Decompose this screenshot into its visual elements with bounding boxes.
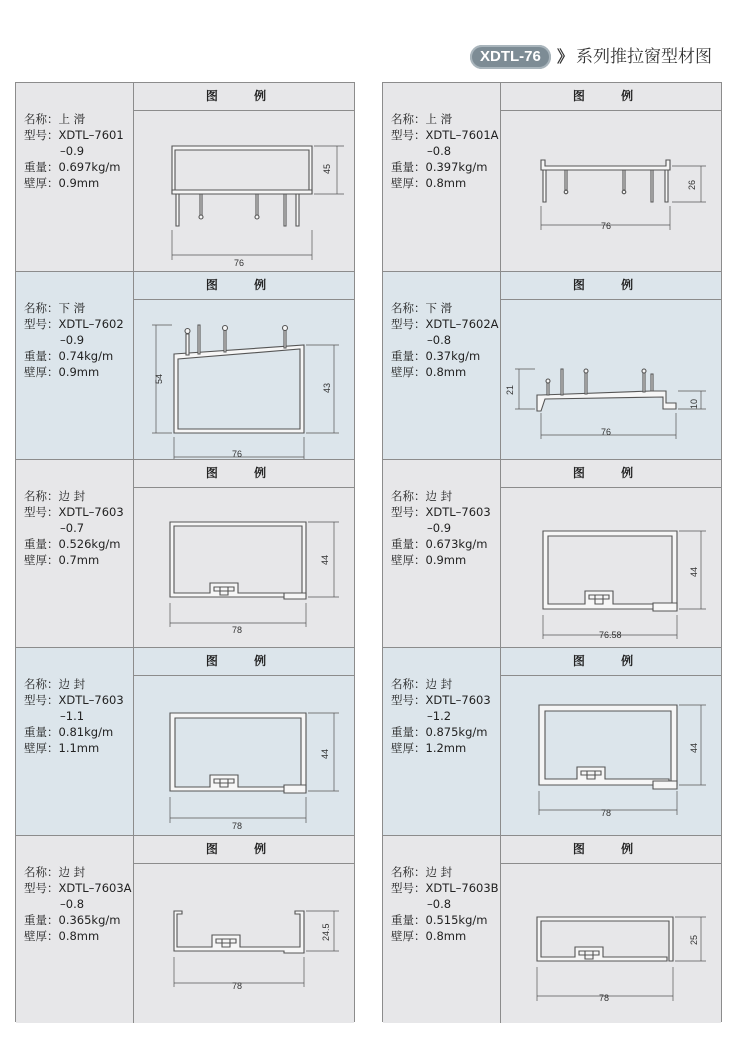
profile-weight: 0.875kg/m: [425, 725, 488, 739]
name-label: 名称：: [391, 865, 426, 879]
dim-width: 78: [601, 808, 612, 818]
weight-label: 重量：: [391, 537, 426, 551]
weight-label: 重量：: [24, 349, 59, 363]
dim-width: 76: [601, 427, 612, 437]
profile-weight: 0.365kg/m: [58, 913, 121, 927]
dim-width: 76: [601, 221, 612, 231]
profile-drawing: [134, 863, 354, 1023]
profile-row: [383, 83, 721, 271]
wall-label: 壁厚：: [391, 929, 426, 943]
profile-name: 边 封: [425, 677, 453, 691]
legend-header: 图 例: [134, 648, 354, 676]
profile-weight: 0.397kg/m: [425, 160, 488, 174]
profile-row: [383, 835, 721, 1023]
left-profile-panel: [15, 82, 355, 1022]
series-badge: XDTL-76: [470, 45, 551, 69]
model-label: 型号：: [391, 128, 426, 142]
dim-height: 24.5: [321, 923, 331, 941]
legend-header: 图 例: [501, 83, 721, 111]
model-label: 型号：: [24, 881, 59, 895]
profile-drawing: [134, 675, 354, 835]
legend-header: 图 例: [134, 272, 354, 300]
profile-section: [537, 917, 673, 961]
wall-label: 壁厚：: [391, 553, 426, 567]
wall-label: 壁厚：: [24, 553, 59, 567]
name-label: 名称：: [391, 677, 426, 691]
profile-wall: 0.8mm: [425, 176, 467, 190]
dim-height: 43: [322, 382, 332, 393]
legend-header: 图 例: [134, 836, 354, 864]
profile-name: 上 滑: [425, 112, 453, 126]
profile-section: [541, 160, 670, 170]
legend-header: 图 例: [501, 648, 721, 676]
model-label: 型号：: [24, 693, 59, 707]
profile-section: [539, 705, 677, 785]
profile-model: XDTL–7601A: [425, 128, 499, 142]
profile-model-suffix: –0.7: [60, 521, 85, 535]
profile-section: [537, 391, 676, 411]
dim-width: 78: [232, 821, 243, 831]
dim-width: 78: [232, 625, 243, 635]
dim-height: 44: [689, 742, 699, 753]
profile-drawing: [134, 110, 354, 271]
profile-wall: 0.9mm: [425, 553, 467, 567]
profile-wall: 1.1mm: [58, 741, 100, 755]
profile-row: [383, 271, 721, 459]
profile-weight: 0.81kg/m: [58, 725, 114, 739]
wall-label: 壁厚：: [391, 365, 426, 379]
wall-label: 壁厚：: [391, 741, 426, 755]
profile-weight: 0.515kg/m: [425, 913, 488, 927]
profile-model: XDTL–7602A: [425, 317, 499, 331]
weight-label: 重量：: [24, 537, 59, 551]
wall-label: 壁厚：: [24, 365, 59, 379]
spec-block: [16, 836, 134, 1023]
profile-model-suffix: –1.2: [427, 709, 452, 723]
profile-section: [172, 146, 312, 194]
profile-model-suffix: –0.8: [427, 333, 452, 347]
profile-drawing: [134, 299, 354, 459]
weight-label: 重量：: [24, 913, 59, 927]
name-label: 名称：: [24, 112, 59, 126]
profile-wall: 1.2mm: [425, 741, 467, 755]
name-label: 名称：: [24, 677, 59, 691]
profile-weight: 0.37kg/m: [425, 349, 481, 363]
profile-wall: 0.9mm: [58, 365, 100, 379]
profile-model-suffix: –0.8: [427, 897, 452, 911]
wall-label: 壁厚：: [24, 741, 59, 755]
profile-model: XDTL–7603: [425, 693, 491, 707]
dim-width: 78: [599, 993, 610, 1003]
model-label: 型号：: [24, 128, 59, 142]
name-label: 名称：: [24, 301, 59, 315]
spec-block: [16, 83, 134, 271]
profile-weight: 0.673kg/m: [425, 537, 488, 551]
model-label: 型号：: [24, 505, 59, 519]
spec-block: [383, 648, 501, 835]
model-label: 型号：: [391, 693, 426, 707]
profile-name: 上 滑: [58, 112, 86, 126]
dim-width: 78: [232, 981, 243, 991]
weight-label: 重量：: [24, 725, 59, 739]
dim-height: 25: [689, 934, 699, 945]
dim-width: 76: [234, 258, 245, 268]
profile-name: 边 封: [425, 489, 453, 503]
wall-label: 壁厚：: [24, 929, 59, 943]
profile-row: [16, 647, 354, 835]
profile-name: 边 封: [425, 865, 453, 879]
dim-width: 76.58: [599, 630, 622, 640]
profile-row: [383, 647, 721, 835]
profile-row: [16, 459, 354, 647]
profile-name: 边 封: [58, 865, 86, 879]
profile-model: XDTL–7603A: [58, 881, 132, 895]
profile-model: XDTL–7601: [58, 128, 124, 142]
spec-block: [383, 83, 501, 271]
legend-header: 图 例: [134, 83, 354, 111]
chevron-right-icon: 》: [557, 47, 574, 66]
spec-block: [16, 648, 134, 835]
profile-model-suffix: –0.8: [60, 897, 85, 911]
dim-height: 44: [320, 748, 330, 759]
name-label: 名称：: [391, 301, 426, 315]
model-label: 型号：: [391, 881, 426, 895]
profile-wall: 0.8mm: [58, 929, 100, 943]
wall-label: 壁厚：: [24, 176, 59, 190]
profile-row: [383, 459, 721, 647]
legend-header: 图 例: [134, 460, 354, 488]
dim-height: 44: [320, 554, 330, 565]
profile-row: [16, 271, 354, 459]
profile-section: [170, 713, 306, 791]
spec-block: [383, 836, 501, 1023]
profile-drawing: [501, 299, 721, 459]
name-label: 名称：: [391, 489, 426, 503]
right-profile-panel: [382, 82, 722, 1022]
legend-header: 图 例: [501, 460, 721, 488]
page-title: 系列推拉窗型材图: [576, 47, 712, 67]
profile-wall: 0.9mm: [58, 176, 100, 190]
dim-height: 10: [689, 398, 699, 409]
profile-section: [174, 911, 304, 953]
model-label: 型号：: [24, 317, 59, 331]
model-label: 型号：: [391, 317, 426, 331]
model-label: 型号：: [391, 505, 426, 519]
wall-label: 壁厚：: [391, 176, 426, 190]
profile-wall: 0.8mm: [425, 929, 467, 943]
weight-label: 重量：: [391, 725, 426, 739]
profile-drawing: [501, 487, 721, 647]
profile-model-suffix: –1.1: [60, 709, 85, 723]
profile-section: [174, 345, 304, 433]
weight-label: 重量：: [391, 349, 426, 363]
dim-height: 45: [322, 163, 332, 174]
dim-height-total: 21: [505, 384, 515, 395]
profile-row: [16, 835, 354, 1023]
profile-name: 边 封: [58, 489, 86, 503]
profile-model: XDTL–7603: [58, 693, 124, 707]
name-label: 名称：: [24, 865, 59, 879]
profile-name: 下 滑: [425, 301, 453, 315]
weight-label: 重量：: [391, 913, 426, 927]
dim-height-total: 54: [154, 373, 164, 384]
profile-model: XDTL–7603: [425, 505, 491, 519]
profile-model-suffix: –0.8: [427, 144, 452, 158]
profile-drawing: [501, 110, 721, 271]
profile-section: [170, 522, 306, 597]
spec-block: [383, 272, 501, 459]
name-label: 名称：: [24, 489, 59, 503]
spec-block: [383, 460, 501, 647]
profile-weight: 0.74kg/m: [58, 349, 114, 363]
profile-row: [16, 83, 354, 271]
profile-model-suffix: –0.9: [427, 521, 452, 535]
profile-name: 边 封: [58, 677, 86, 691]
legend-header: 图 例: [501, 836, 721, 864]
profile-model-suffix: –0.9: [60, 144, 85, 158]
profile-wall: 0.8mm: [425, 365, 467, 379]
profile-name: 下 滑: [58, 301, 86, 315]
profile-weight: 0.526kg/m: [58, 537, 121, 551]
profile-wall: 0.7mm: [58, 553, 100, 567]
profile-model-suffix: –0.9: [60, 333, 85, 347]
profile-weight: 0.697kg/m: [58, 160, 121, 174]
profile-drawing: [134, 487, 354, 647]
dim-width: 76: [232, 449, 243, 459]
spec-block: [16, 460, 134, 647]
profile-model: XDTL–7602: [58, 317, 124, 331]
profile-drawing: [501, 863, 721, 1023]
profile-model: XDTL–7603: [58, 505, 124, 519]
name-label: 名称：: [391, 112, 426, 126]
page-header: [0, 0, 737, 80]
legend-header: 图 例: [501, 272, 721, 300]
profile-model: XDTL–7603B: [425, 881, 499, 895]
spec-block: [16, 272, 134, 459]
weight-label: 重量：: [391, 160, 426, 174]
dim-height: 44: [689, 566, 699, 577]
dim-height: 26: [687, 179, 697, 190]
profile-section: [543, 531, 677, 609]
weight-label: 重量：: [24, 160, 59, 174]
profile-drawing: [501, 675, 721, 835]
